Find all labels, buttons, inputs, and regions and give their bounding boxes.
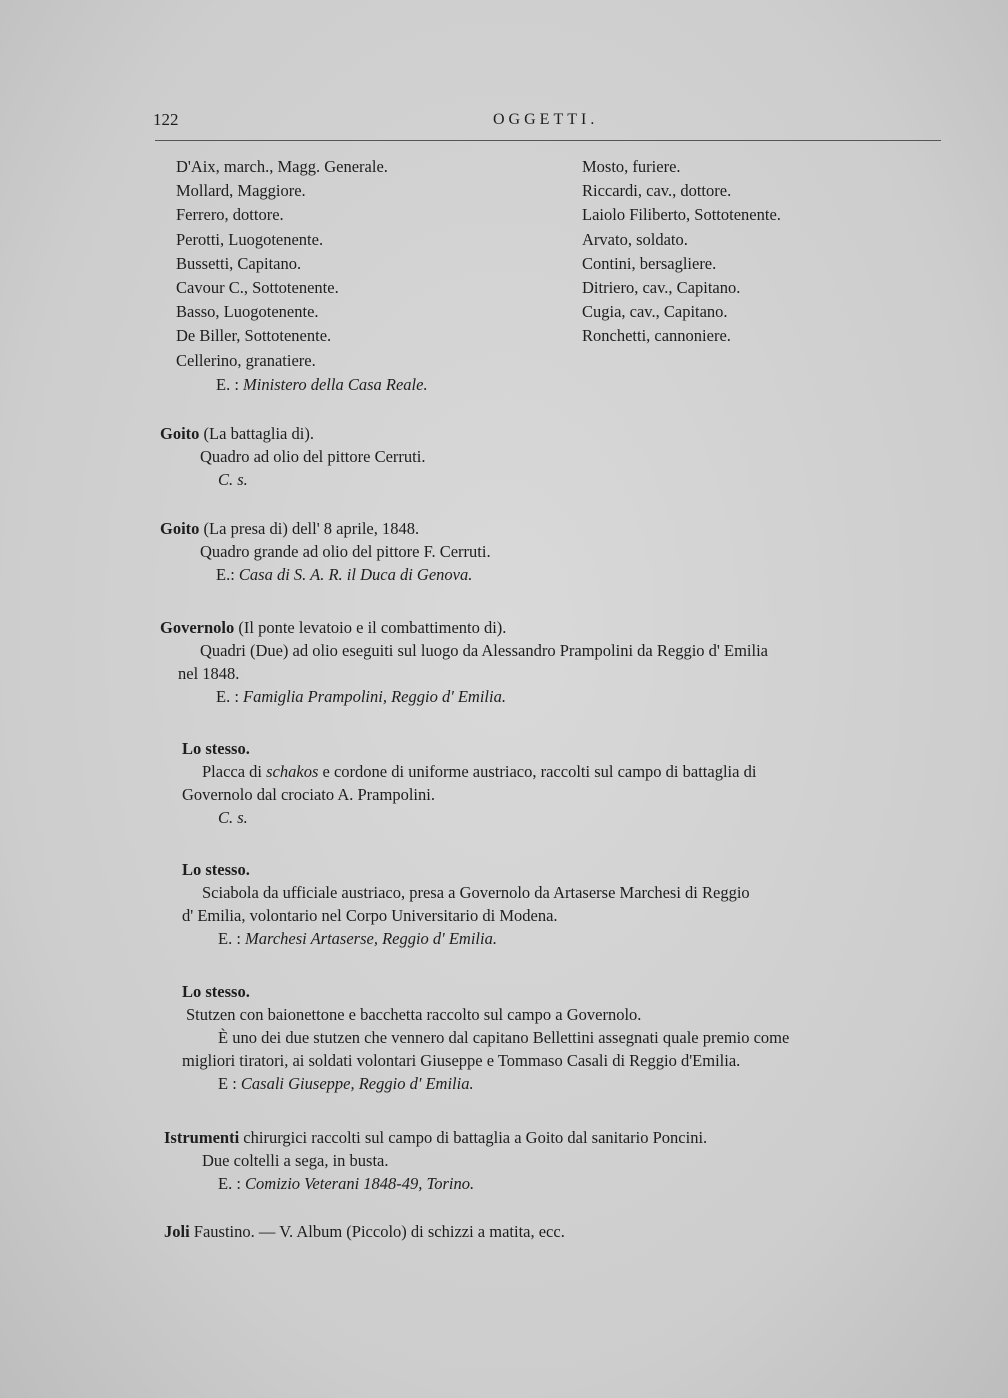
entry-head: Lo stesso. — [182, 982, 250, 1001]
entry-line: Quadro ad olio del pittore Cerruti. — [200, 447, 426, 466]
entry-line: d' Emilia, volontario nel Corpo Universitario di Modena. — [182, 906, 558, 925]
list-item: Laiolo Filiberto, Sottotenente. — [582, 205, 781, 225]
entry-lo-stesso-placca — [182, 737, 946, 829]
list-item: Bussetti, Capitano. — [176, 253, 302, 273]
entry-governolo — [160, 616, 946, 708]
entry-goito-presa — [160, 517, 491, 586]
source-prefix: E. : — [216, 374, 244, 394]
entry-joli — [164, 1220, 565, 1243]
entry-line: Quadro grande ad olio del pittore F. Cerruti. — [200, 542, 491, 561]
entry-head: Joli — [164, 1222, 190, 1241]
entry-source: E. : Marchesi Artaserse, Reggio d' Emilia. — [218, 929, 497, 948]
entry-head-rest: Faustino. — V. Album (Piccolo) di schizzi a matita, ecc. — [189, 1222, 565, 1241]
right-name-list — [582, 155, 781, 349]
entry-head: Goito — [160, 519, 200, 538]
list-item: Mollard, Maggiore. — [176, 181, 306, 201]
list-item: Arvato, soldato. — [582, 229, 688, 249]
entry-line: Governolo dal crociato A. Prampolini. — [182, 785, 435, 804]
list-item: De Biller, Sottotenente. — [176, 326, 332, 346]
list-item: Riccardi, cav., dottore. — [582, 181, 732, 201]
entry-line: Quadri (Due) ad olio eseguiti sul luogo da Alessandro Prampolini da Reggio d' Emilia — [200, 641, 769, 660]
entry-line: nel 1848. — [178, 664, 240, 683]
entry-goito-battaglia — [160, 422, 425, 491]
entry-head-rest: chirurgici raccolti sul campo di battaglia a Goito dal sanitario Poncini. — [239, 1128, 708, 1147]
list-item: Ronchetti, cannoniere. — [582, 326, 731, 346]
list-item: Cellerino, granatiere. — [176, 350, 316, 370]
left-name-list — [176, 155, 428, 397]
page-number: 122 — [153, 110, 179, 129]
list-item: Basso, Luogotenente. — [176, 302, 319, 322]
list-item: D'Aix, march., Magg. Generale. — [176, 157, 388, 176]
list-item: Ditriero, cav., Capitano. — [582, 278, 741, 298]
header-rule — [155, 140, 941, 141]
entry-source: E. : Famiglia Prampolini, Reggio d' Emilia. — [216, 687, 506, 706]
list-item: Contini, bersagliere. — [582, 253, 717, 273]
list-item: Cavour C., Sottotenente. — [176, 278, 339, 298]
entry-source: C. s. — [218, 470, 248, 489]
source-text: Ministero della Casa Reale. — [243, 374, 428, 394]
entry-head-rest: (La battaglia di). — [199, 424, 314, 443]
entry-head: Governolo — [160, 618, 235, 637]
entry-line: Stutzen con baionettone e bacchetta raccolto sul campo a Governolo. — [186, 1005, 642, 1024]
entry-line: Placca di schakos e cordone di uniforme austriaco, raccolti sul campo di battaglia di — [202, 762, 757, 781]
entry-head: Lo stesso. — [182, 739, 250, 758]
entry-source: E : Casali Giuseppe, Reggio d' Emilia. — [218, 1074, 474, 1093]
list-item: Mosto, furiere. — [582, 157, 681, 176]
page-title: OGGETTI. — [493, 111, 599, 128]
entry-head: Goito — [160, 424, 200, 443]
entry-istrumenti — [164, 1126, 707, 1195]
entry-source: C. s. — [218, 808, 248, 827]
list-item: Cugia, cav., Capitano. — [582, 302, 728, 322]
entry-head-rest: (Il ponte levatoio e il combattimento di). — [234, 618, 507, 637]
entry-source: E. : Comizio Veterani 1848-49, Torino. — [218, 1174, 475, 1193]
source-line — [176, 373, 428, 397]
entry-line: Due coltelli a sega, in busta. — [202, 1151, 389, 1170]
list-item: Ferrero, dottore. — [176, 205, 284, 225]
entry-line: È uno dei due stutzen che vennero dal capitano Bellettini assegnati quale premio come — [218, 1028, 790, 1047]
entry-line: migliori tiratori, ai soldati volontari Giuseppe e Tommaso Casali di Reggio d'Emilia. — [182, 1051, 741, 1070]
entry-source: E.: Casa di S. A. R. il Duca di Genova. — [216, 565, 473, 584]
entry-lo-stesso-sciabola — [182, 858, 946, 950]
entry-head-rest: (La presa di) dell' 8 aprile, 1848. — [199, 519, 420, 538]
entry-lo-stesso-stutzen — [182, 980, 946, 1095]
list-item: Perotti, Luogotenente. — [176, 229, 324, 249]
entry-head: Istrumenti — [164, 1128, 240, 1147]
entry-head: Lo stesso. — [182, 860, 250, 879]
entry-line: Sciabola da ufficiale austriaco, presa a Governolo da Artaserse Marchesi di Reggio — [202, 883, 750, 902]
